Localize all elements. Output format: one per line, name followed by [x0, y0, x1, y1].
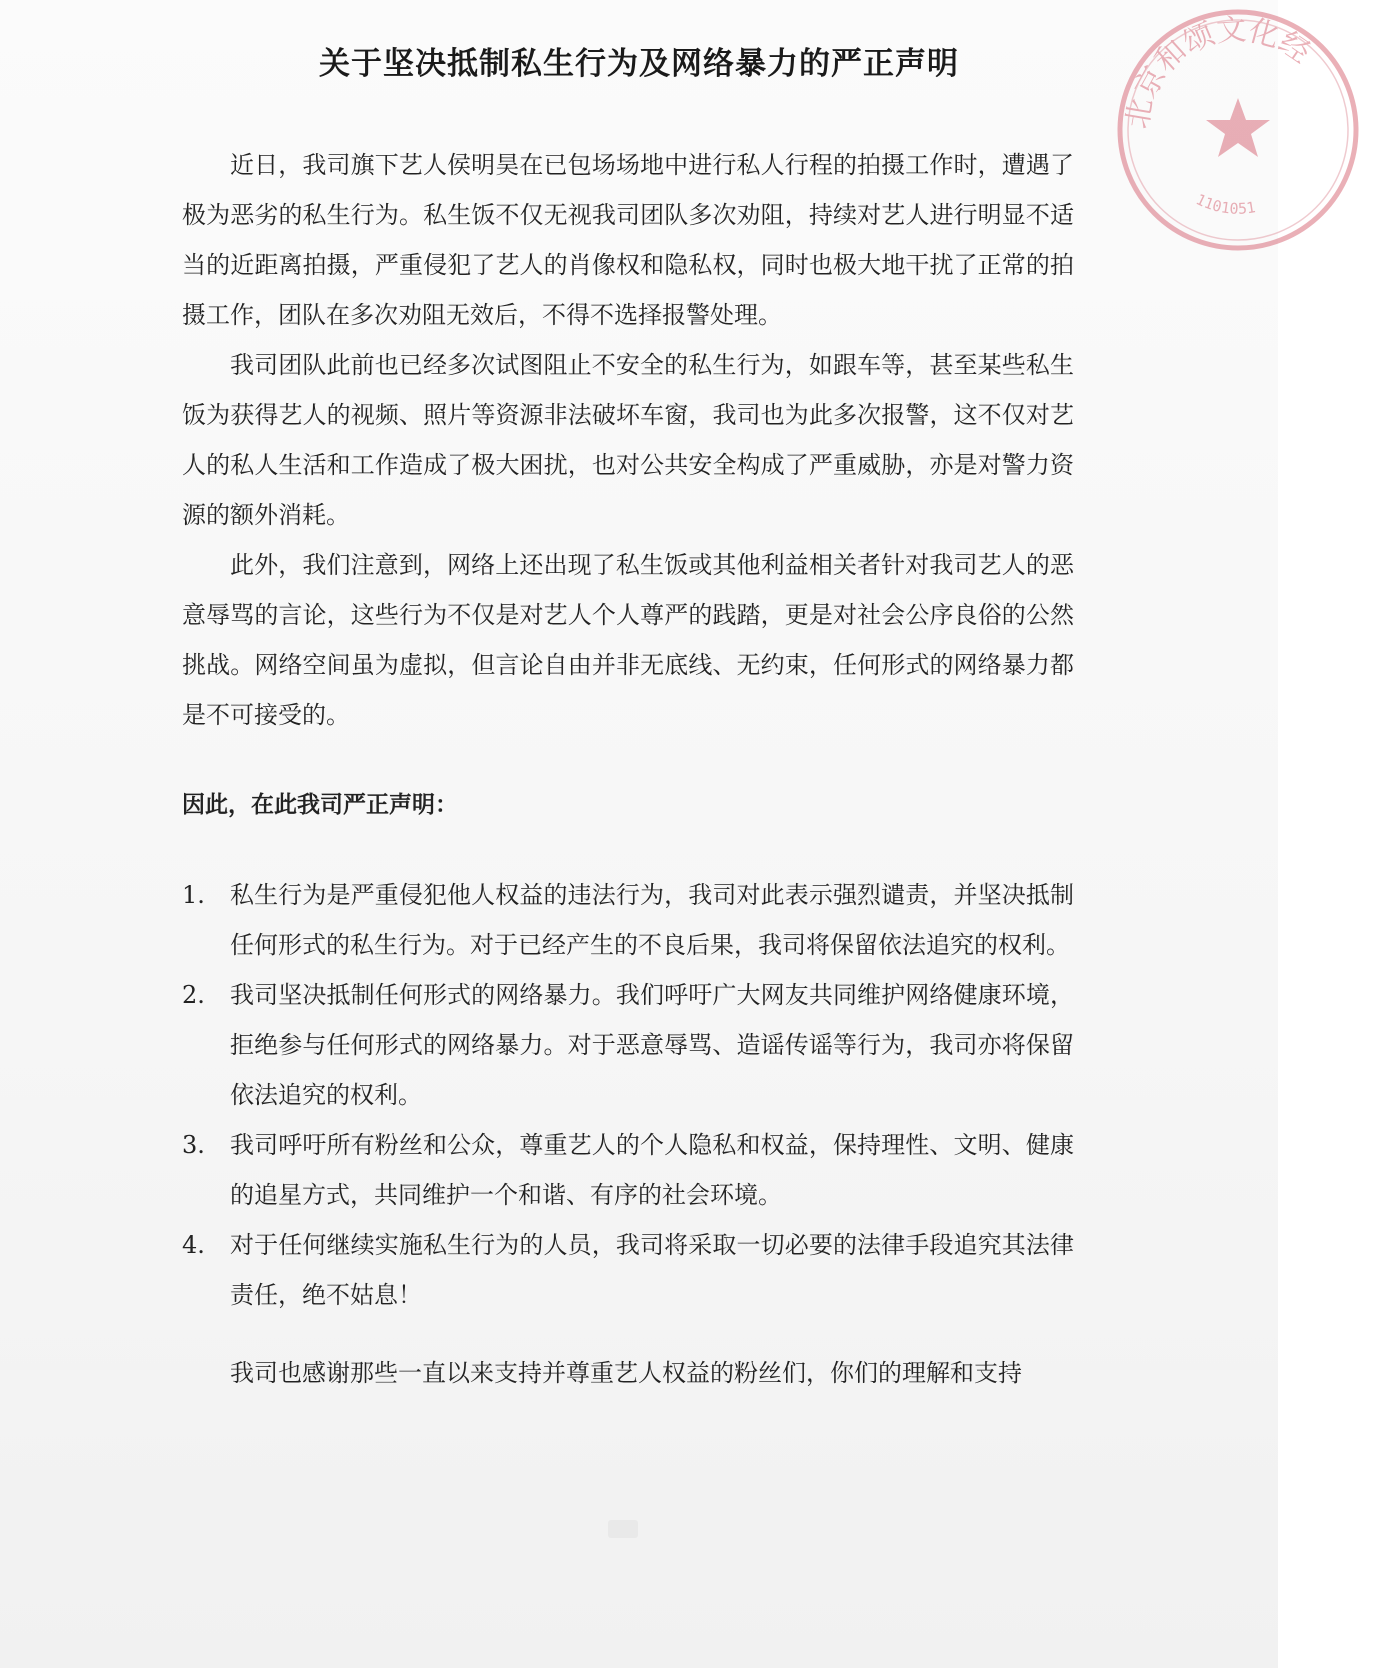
- list-number: 1.: [182, 881, 205, 909]
- seal-text: 北京和颂文化经: [1120, 12, 1317, 132]
- paragraph-1: 近日，我司旗下艺人侯明昊在已包场场地中进行私人行程的拍摄工作时，遭遇了极为恶劣的私生行为。私生饭不仅无视我司团队多次劝阻，持续对艺人进行明显不适当的近距离拍摄，严重侵犯了艺人的肖像权和隐私权，同时也极大地干扰了正常的拍摄工作，团队在多次劝阻无效后，不得不选择报警处理。: [182, 151, 1074, 329]
- paragraph-2: 我司团队此前也已经多次试图阻止不安全的私生行为，如跟车等，甚至某些私生饭为获得艺人的视频、照片等资源非法破坏车窗，我司也为此多次报警，这不仅对艺人的私人生活和工作造成了极大困扰，也对公共安全构成了严重威胁，亦是对警力资源的额外消耗。: [182, 351, 1074, 529]
- list-number: 4.: [182, 1231, 205, 1259]
- paragraph-3: 此外，我们注意到，网络上还出现了私生饭或其他利益相关者针对我司艺人的恶意辱骂的言论，这些行为不仅是对艺人个人尊严的践踏，更是对社会公序良俗的公然挑战。网络空间虽为虚拟，但言论自由并非无底线、无约束，任何形式的网络暴力都是不可接受的。: [182, 551, 1074, 729]
- document-title: 关于坚决抵制私生行为及网络暴力的严正声明: [319, 46, 959, 82]
- list-item: [182, 1120, 1074, 1220]
- seal-code: 1101051: [1193, 190, 1257, 218]
- list-item-text: 私生行为是严重侵犯他人权益的违法行为，我司对此表示强烈谴责，并坚决抵制任何形式的私生行为。对于已经产生的不良后果，我司将保留依法追究的权利。: [230, 881, 1074, 959]
- declaration-list: [182, 870, 1074, 1320]
- list-item: [182, 970, 1074, 1120]
- list-item-text: 我司呼吁所有粉丝和公众，尊重艺人的个人隐私和权益，保持理性、文明、健康的追星方式，共同维护一个和谐、有序的社会环境。: [230, 1131, 1074, 1209]
- list-number: 3.: [182, 1131, 205, 1159]
- closing-paragraph: 我司也感谢那些一直以来支持并尊重艺人权益的粉丝们，你们的理解和支持: [230, 1359, 1022, 1387]
- scan-smudge: [608, 1520, 638, 1538]
- list-number: 2.: [182, 981, 205, 1009]
- list-item: [182, 870, 1074, 970]
- list-item: [182, 1220, 1074, 1320]
- list-item-text: 我司坚决抵制任何形式的网络暴力。我们呼吁广大网友共同维护网络健康环境，拒绝参与任何形式的网络暴力。对于恶意辱骂、造谣传谣等行为，我司亦将保留依法追究的权利。: [230, 981, 1074, 1109]
- declaration-heading: 因此，在此我司严正声明：: [182, 792, 458, 818]
- document-body: [182, 140, 1074, 1398]
- list-item-text: 对于任何继续实施私生行为的人员，我司将采取一切必要的法律手段追究其法律责任，绝不姑息！: [230, 1231, 1074, 1309]
- seal-star-icon: [1206, 98, 1270, 157]
